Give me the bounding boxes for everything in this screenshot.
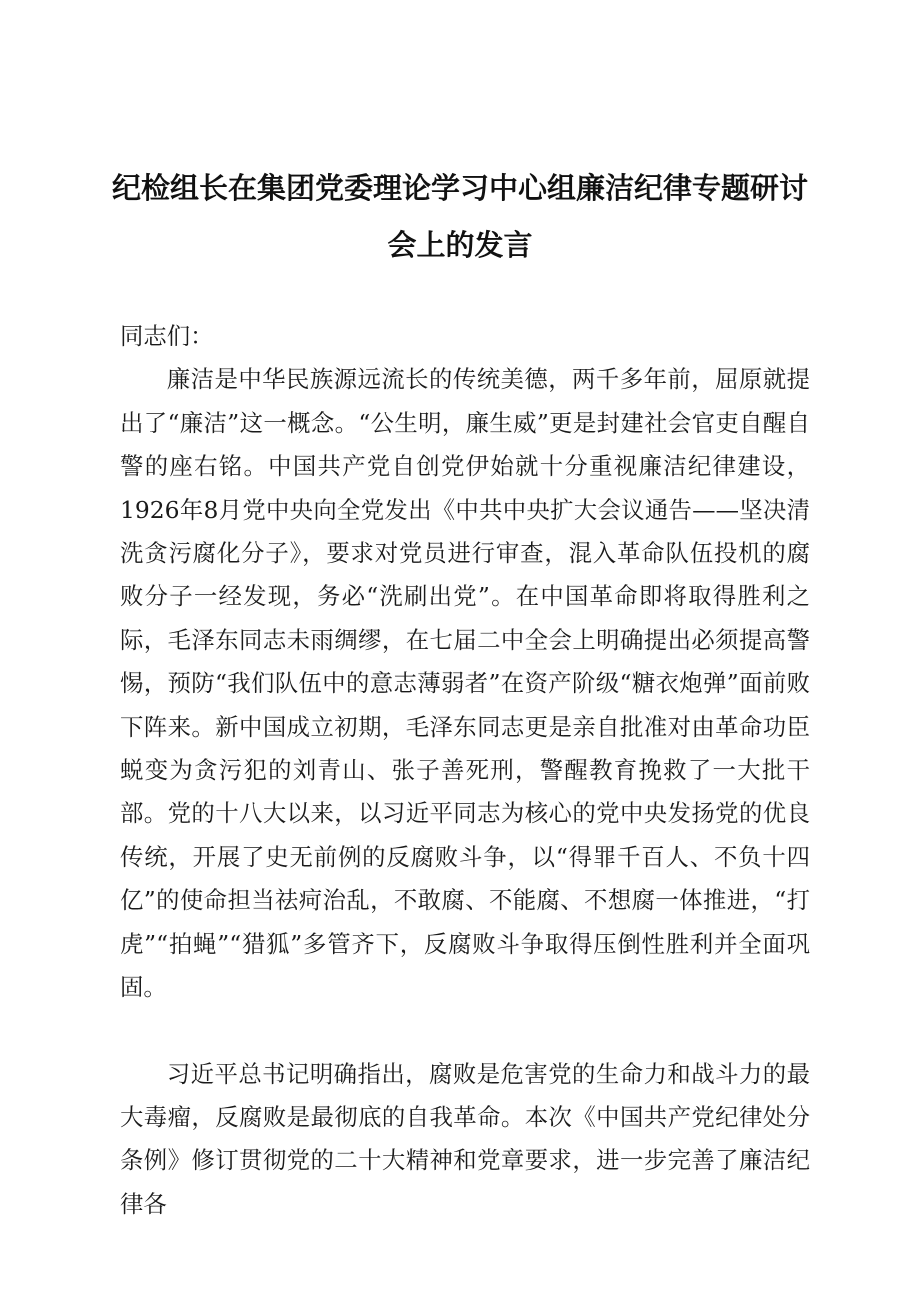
paragraph-1: 廉洁是中华民族源远流长的传统美德，两千多年前，屈原就提出了“廉洁”这一概念。“公生明，廉生威”更是封建社会官吏自醒自警的座右铭。中国共产党自创党伊始就十分重视廉洁纪律建设，1926年8月党中央向全党发出《中共中央扩大会议通告——坚决清洗贪污腐化分子》，要求对党员进行审查，混入革命队伍投机的腐败分子一经发现，务必“洗刷出党”。在中国革命即将取得胜利之际，毛泽东同志未雨绸缪，在七届二中全会上明确提出必须提高警惕，预防“我们队伍中的意志薄弱者”在资产阶级“糖衣炮弹”面前败下阵来。新中国成立初期，毛泽东同志更是亲自批准对由革命功臣蜕变为贪污犯的刘青山、张子善死刑，警醒教育挽救了一大批干部。党的十八大以来，以习近平同志为核心的党中央发扬党的优良传统，开展了史无前例的反腐败斗争，以“得罪千百人、不负十四亿”的使命担当祛疴治乱，不敢腐、不能腐、不想腐一体推进，“打虎”“拍蝇”“猎狐”多管齐下，反腐败斗争取得压倒性胜利并全面巩固。 [120,365,810,1002]
document-title [100,160,820,274]
document-body [120,315,810,1226]
title-line-1: 纪检组长在集团党委理论学习中心组廉洁纪律专题研讨 [111,171,808,205]
title-line-2: 会上的发言 [387,228,533,262]
paragraph-2: 习近平总书记明确指出，腐败是危害党的生命力和战斗力的最大毒瘤，反腐败是最彻底的自我革命。本次《中国共产党纪律处分条例》修订贯彻党的二十大精神和党章要求，进一步完善了廉洁纪律各 [120,1059,810,1218]
greeting: 同志们： [120,322,214,350]
